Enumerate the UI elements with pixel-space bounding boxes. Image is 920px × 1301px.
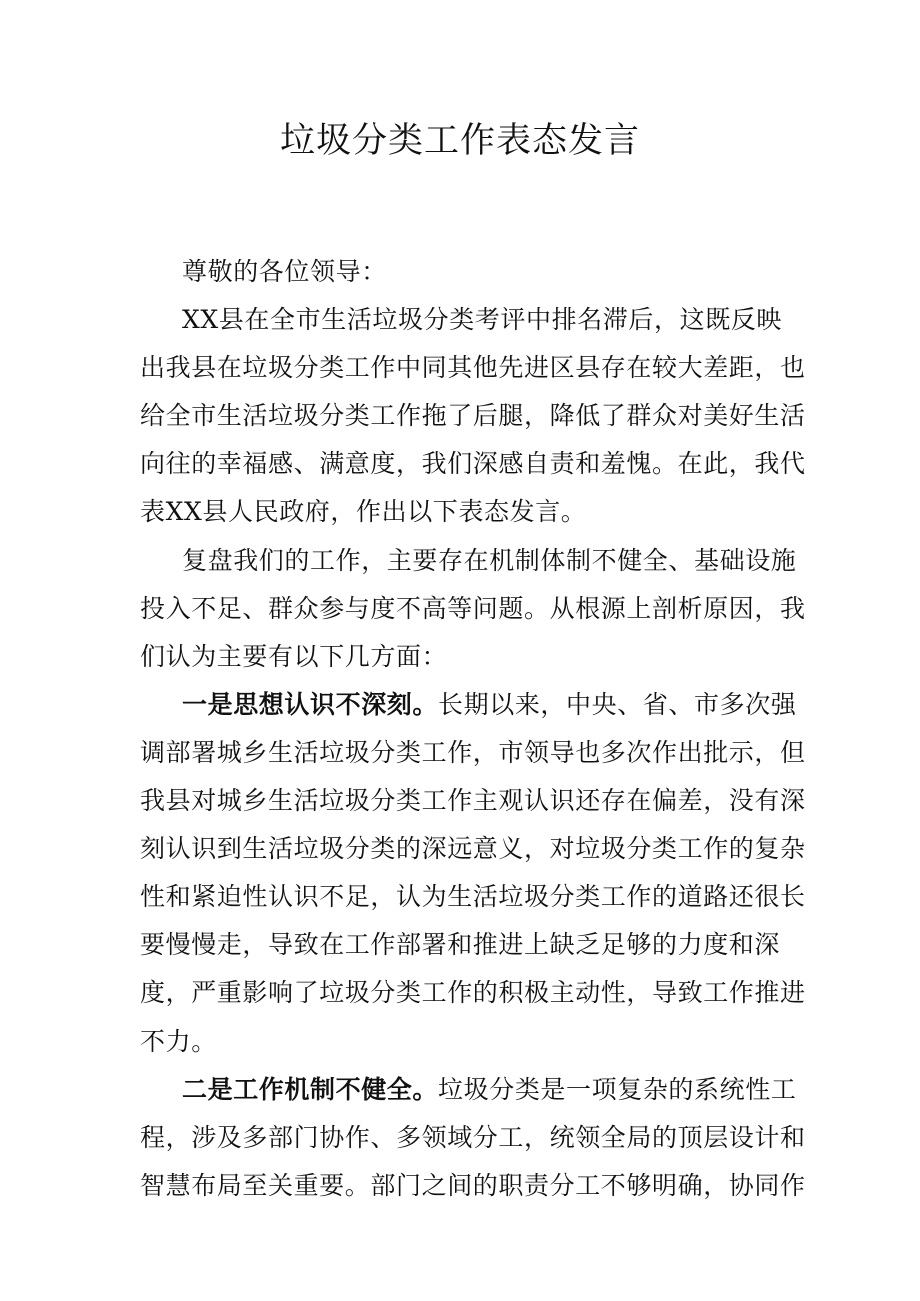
- paragraph-intro: [140, 296, 806, 536]
- text-line: 刻认识到生活垃圾分类的深远意义，对垃圾分类工作的复杂: [140, 834, 806, 864]
- text-line: 智慧布局至关重要。部门之间的职责分工不够明确，协同作: [140, 1170, 806, 1200]
- point-two-heading: 二是工作机制不健全。: [182, 1074, 439, 1104]
- text-line: 度，严重影响了垃圾分类工作的积极主动性，导致工作推进: [140, 978, 806, 1008]
- paragraph-point-one: [140, 681, 806, 1066]
- document-title: 垃圾分类工作表态发言: [279, 121, 640, 161]
- text-line: 要慢慢走，导致在工作部署和推进上缺乏足够的力度和深: [140, 930, 781, 960]
- salutation: 尊敬的各位领导：: [182, 257, 387, 286]
- text-line: 们认为主要有以下几方面：: [140, 641, 448, 671]
- text-line: XX县在全市生活垃圾分类考评中排名滞后，这既反映: [182, 305, 782, 335]
- text-line: 出我县在垃圾分类工作中同其他先进区县存在较大差距，也: [140, 353, 806, 383]
- text-line: 表XX县人民政府，作出以下表态发言。: [140, 497, 587, 527]
- text-line: 性和紧迫性认识不足，认为生活垃圾分类工作的道路还很长: [140, 882, 806, 912]
- point-one-heading: 一是思想认识不深刻。: [182, 689, 439, 719]
- text-line: 投入不足、群众参与度不高等问题。从根源上剖析原因，我: [140, 593, 806, 623]
- text-line: 给全市生活垃圾分类工作拖了后腿，降低了群众对美好生活: [140, 401, 806, 431]
- text-line: 复盘我们的工作，主要存在机制体制不健全、基础设施: [182, 545, 797, 575]
- text-line: 我县对城乡生活垃圾分类工作主观认识还存在偏差，没有深: [140, 786, 806, 816]
- paragraph-review: [140, 537, 806, 681]
- point-one-text: 长期以来，中央、省、市多次强: [438, 689, 797, 719]
- text-line: 向往的幸福感、满意度，我们深感自责和羞愧。在此，我代: [140, 449, 806, 479]
- document-body: [140, 248, 806, 1210]
- text-line: 不力。: [140, 1026, 217, 1056]
- point-two-text: 垃圾分类是一项复杂的系统性工: [438, 1074, 797, 1104]
- text-line: [140, 681, 797, 729]
- paragraph-point-two: [140, 1066, 806, 1210]
- text-line: 调部署城乡生活垃圾分类工作，市领导也多次作出批示，但: [140, 737, 806, 767]
- text-line: [140, 1066, 797, 1114]
- text-line: 程，涉及多部门协作、多领域分工，统领全局的顶层设计和: [140, 1122, 806, 1152]
